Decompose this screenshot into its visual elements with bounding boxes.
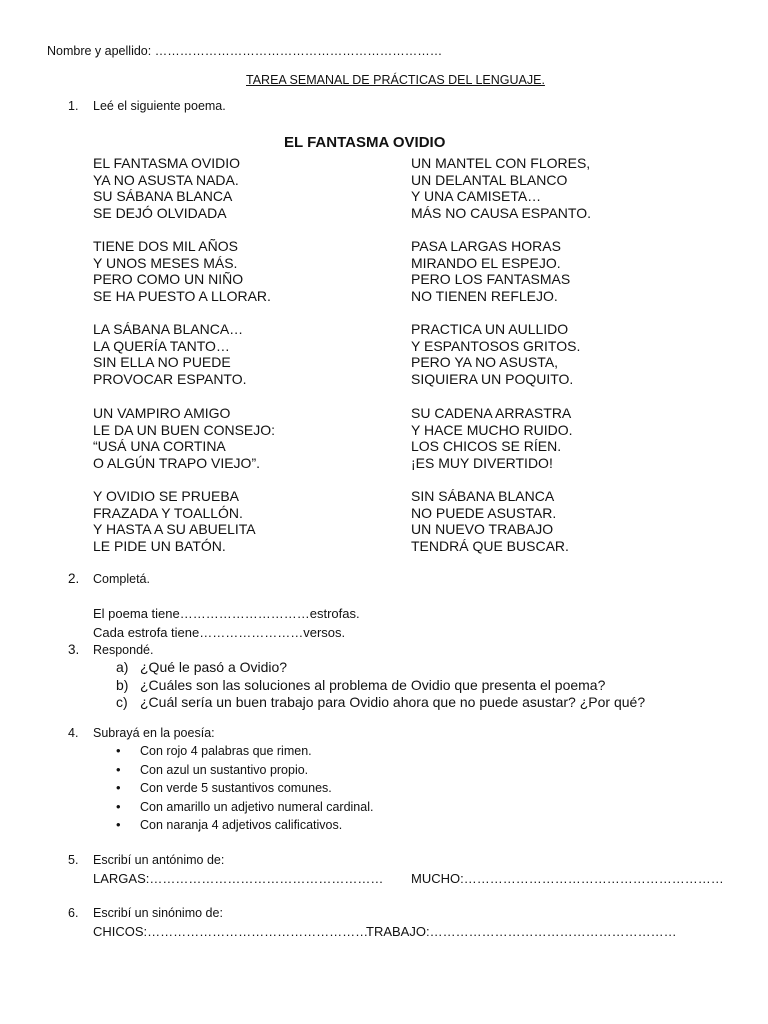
list-item: • Con naranja 4 adjetivos calificativos.	[116, 818, 373, 837]
synonym-trabajo-line: TRABAJO:…………………………………………………	[366, 924, 677, 939]
item-4-number: 4.	[68, 726, 79, 740]
poem-stanza	[93, 155, 240, 222]
poem-stanza	[411, 238, 570, 305]
poem-verse: “USÁ UNA CORTINA	[93, 438, 226, 455]
poem-verse: SE DEJÓ OLVIDADA	[93, 205, 227, 222]
poem-verse: PERO LOS FANTASMAS	[411, 271, 571, 288]
poem-verse: TENDRÁ QUE BUSCAR.	[411, 538, 569, 555]
question-text: ¿Cuál sería un buen trabajo para Ovidio ahora que no puede asustar? ¿Por qué?	[140, 694, 646, 710]
question-marker: a)	[116, 659, 129, 675]
item-3-text: Respondé.	[93, 643, 154, 657]
poem-verse: Y UNA CAMISETA…	[411, 188, 542, 205]
name-line: Nombre y apellido: ……………………………………………………………	[47, 44, 443, 58]
poem-verse: Y UNOS MESES MÁS.	[93, 254, 238, 271]
poem-verse: SIN ELLA NO PUEDE	[93, 354, 231, 371]
poem-verse: UN VAMPIRO AMIGO	[93, 405, 231, 421]
item-6-number: 6.	[68, 906, 79, 920]
list-item: • Con verde 5 sustantivos comunes.	[116, 781, 373, 800]
underline-instructions-list	[116, 744, 373, 837]
poem-verse: EL FANTASMA OVIDIO	[93, 155, 241, 171]
poem-stanza	[411, 405, 573, 472]
poem-stanza	[93, 238, 271, 305]
question-text: ¿Cuáles son las soluciones al problema de Ovidio que presenta el poema?	[140, 676, 606, 693]
poem-verse: Y ESPANTOSOS GRITOS.	[411, 337, 581, 354]
antonym-largas-line: LARGAS:………………………………………………	[93, 871, 384, 886]
synonym-chicos-line: CHICOS:……………………………………………	[93, 924, 369, 939]
poem-verse: LA SÁBANA BLANCA…	[93, 321, 244, 337]
poem-verse: LA QUERÍA TANTO…	[93, 337, 230, 354]
list-item: • Con amarillo un adjetivo numeral cardinal.	[116, 800, 373, 819]
poem-verse: TIENE DOS MIL AÑOS	[93, 238, 238, 254]
poem-verse: NO PUEDE ASUSTAR.	[411, 504, 557, 521]
item-3-number: 3.	[68, 642, 80, 657]
list-item: • Con rojo 4 palabras que rimen.	[116, 744, 373, 763]
poem-verse: SE HA PUESTO A LLORAR.	[93, 288, 271, 305]
item-2-text: Completá.	[93, 572, 150, 586]
poem-verse: PERO COMO UN NIÑO	[93, 271, 244, 288]
item-6-text: Escribí un sinónimo de:	[93, 906, 223, 920]
poem-verse: Y OVIDIO SE PRUEBA	[93, 488, 240, 504]
question-marker: b)	[116, 676, 129, 693]
poem-verse: PERO YA NO ASUSTA,	[411, 354, 559, 371]
poem-verse: SIN SÁBANA BLANCA	[411, 488, 555, 504]
poem-stanza	[93, 488, 256, 555]
poem-verse: PROVOCAR ESPANTO.	[93, 371, 247, 388]
antonym-mucho-line: MUCHO:……………………………………………………	[411, 871, 724, 886]
poem-stanza	[93, 321, 247, 388]
item-4-text: Subrayá en la poesía:	[93, 726, 215, 740]
item-5-number: 5.	[68, 853, 79, 867]
poem-verse: LE DA UN BUEN CONSEJO:	[93, 421, 276, 438]
poem-verse: UN NUEVO TRABAJO	[411, 521, 554, 538]
item-1-number: 1.	[68, 99, 79, 113]
poem-stanza	[93, 405, 275, 472]
poem-verse: YA NO ASUSTA NADA.	[93, 171, 239, 188]
poem-verse: SU CADENA ARRASTRA	[411, 405, 572, 421]
poem-stanza	[411, 488, 569, 555]
poem-title: EL FANTASMA OVIDIO	[284, 134, 446, 151]
poem-verse: Y HACE MUCHO RUIDO.	[411, 421, 573, 438]
poem-verse: ¡ES MUY DIVERTIDO!	[411, 455, 553, 472]
poem-verse: MIRANDO EL ESPEJO.	[411, 254, 561, 271]
poem-verse: SIQUIERA UN POQUITO.	[411, 371, 574, 388]
poem-verse: FRAZADA Y TOALLÓN.	[93, 504, 243, 521]
item-5-text: Escribí un antónimo de:	[93, 853, 225, 867]
poem-stanza	[411, 321, 580, 388]
question-item	[116, 677, 645, 695]
question-item	[116, 694, 645, 712]
poem-verse: O ALGÚN TRAPO VIEJO”.	[93, 455, 261, 472]
poem-verse: UN MANTEL CON FLORES,	[411, 155, 591, 171]
poem-verse: LE PIDE UN BATÓN.	[93, 538, 226, 555]
poem-verse: Y HASTA A SU ABUELITA	[93, 521, 256, 538]
question-marker: c)	[116, 694, 128, 710]
poem-verse: PRACTICA UN AULLIDO	[411, 321, 569, 337]
poem-verse: MÁS NO CAUSA ESPANTO.	[411, 205, 591, 222]
questions-list	[116, 659, 645, 712]
poem-stanza	[411, 155, 591, 222]
question-text: ¿Qué le pasó a Ovidio?	[140, 659, 288, 675]
item-2-number: 2.	[68, 571, 80, 586]
question-item	[116, 659, 645, 677]
poem-verse: LOS CHICOS SE RÍEN.	[411, 438, 562, 455]
poem-verse: UN DELANTAL BLANCO	[411, 171, 568, 188]
worksheet-title: TAREA SEMANAL DE PRÁCTICAS DEL LENGUAJE.	[246, 73, 545, 87]
list-item: • Con azul un sustantivo propio.	[116, 763, 373, 782]
poem-verse: SU SÁBANA BLANCA	[93, 188, 233, 205]
complete-strophes-line: El poema tiene…………………………estrofas.	[93, 606, 360, 621]
complete-verses-line: Cada estrofa tiene……………………versos.	[93, 625, 346, 640]
poem-verse: PASA LARGAS HORAS	[411, 238, 561, 254]
item-1-text: Leé el siguiente poema.	[93, 99, 226, 113]
poem-verse: NO TIENEN REFLEJO.	[411, 288, 558, 305]
